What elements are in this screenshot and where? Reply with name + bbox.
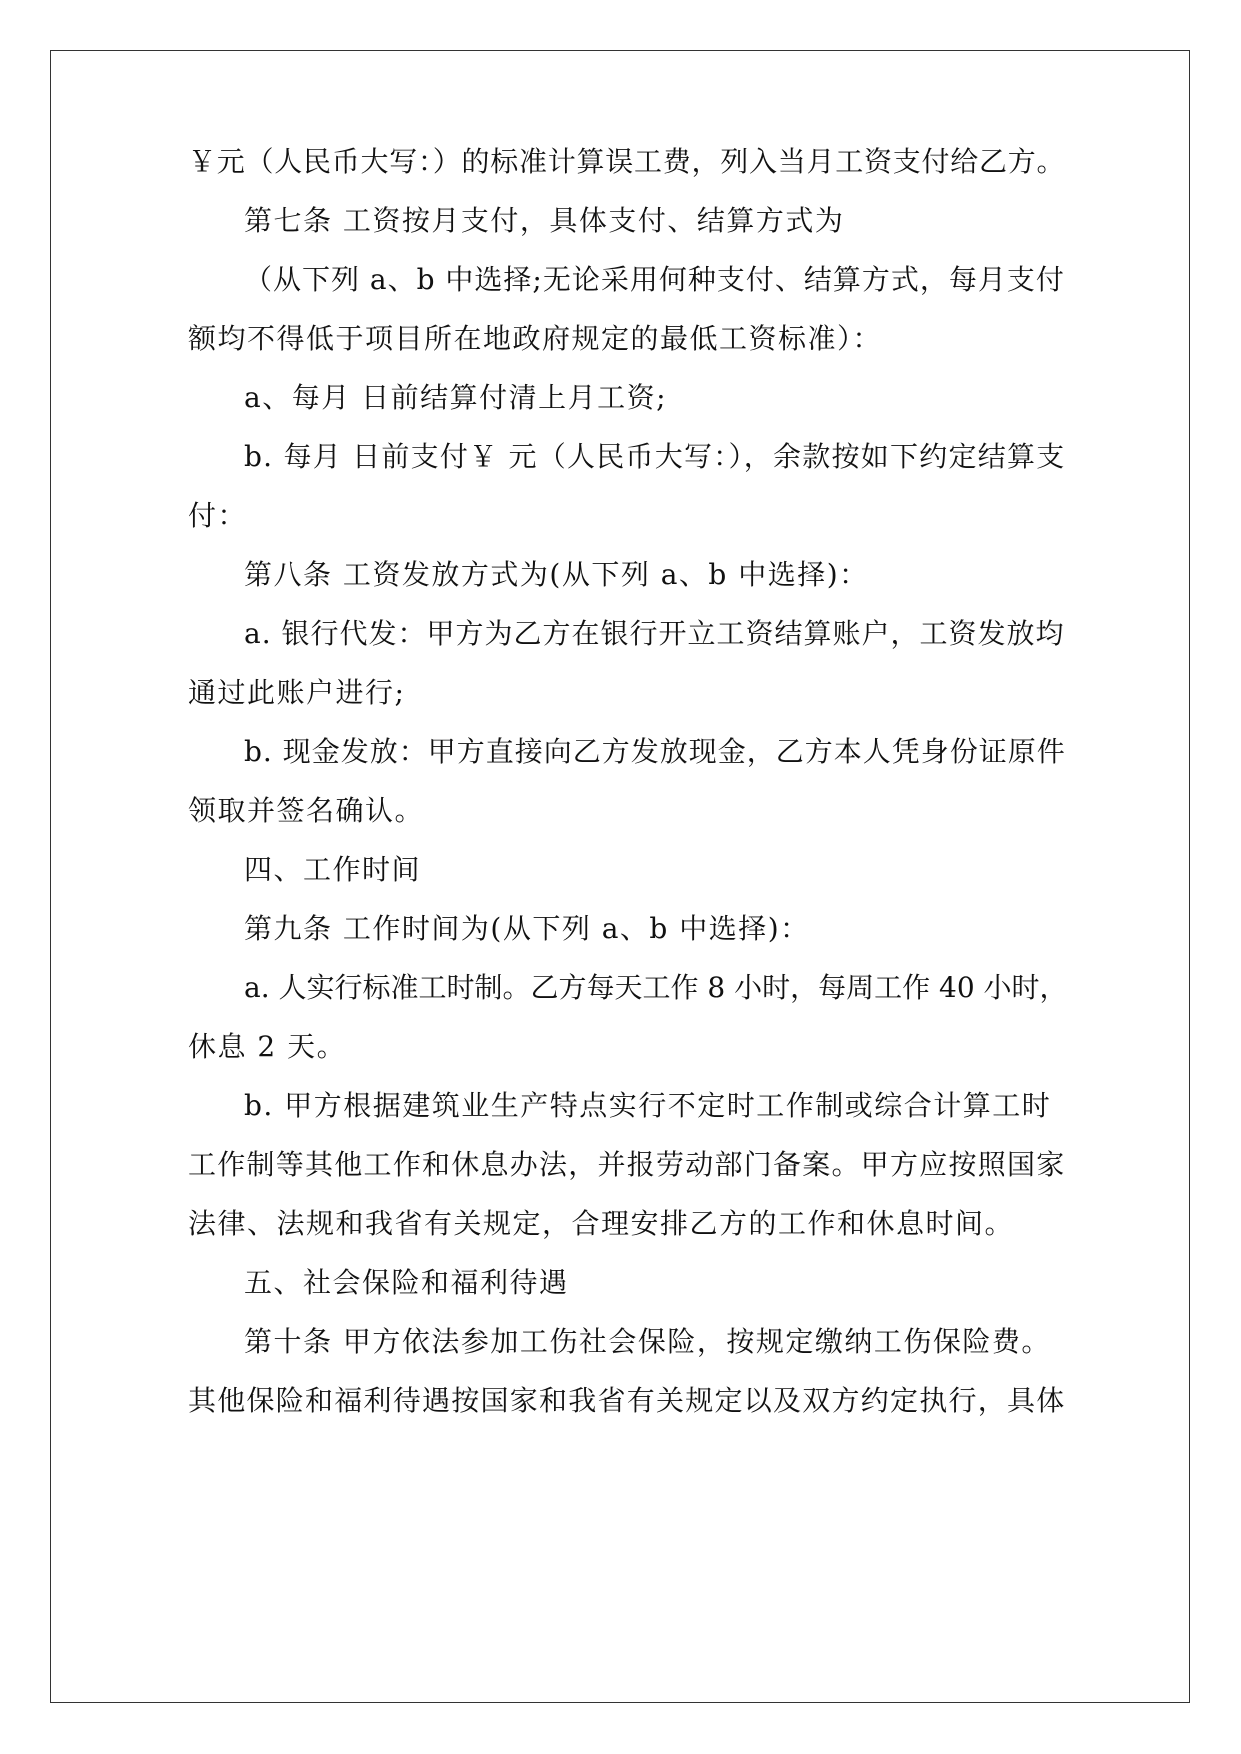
paragraph-line: b. 现金发放：甲方直接向乙方发放现金，乙方本人凭身份证原件 [244,735,1066,768]
paragraph-line: 付： [188,499,248,532]
paragraph-line: a、每月 日前结算付清上月工资; [244,381,668,414]
paragraph-line: ￥元（人民币大写：）的标准计算误工费，列入当月工资支付给乙方。 [188,145,1066,178]
paragraph-line: b. 甲方根据建筑业生产特点实行不定时工作制或综合计算工时 [244,1089,1052,1122]
paragraph-line: a. 人实行标准工时制。乙方每天工作 8 小时，每周工作 40 小时， [244,971,1068,1004]
section-4-heading: 四、工作时间 [244,853,422,886]
paragraph-line: 其他保险和福利待遇按国家和我省有关规定以及双方约定执行，具体 [188,1384,1066,1417]
article-8-heading: 第八条 工资发放方式为(从下列 a、b 中选择)： [244,558,869,591]
article-7-heading: 第七条 工资按月支付，具体支付、结算方式为 [244,204,845,237]
paragraph-line: b. 每月 日前支付￥ 元（人民币大写：），余款按如下约定结算支 [244,440,1066,473]
article-9-heading: 第九条 工作时间为(从下列 a、b 中选择)： [244,912,810,945]
paragraph-line: 额均不得低于项目所在地政府规定的最低工资标准）： [188,322,883,355]
paragraph-line: 通过此账户进行; [188,676,406,709]
paragraph-line: （从下列 a、b 中选择;无论采用何种支付、结算方式，每月支付 [244,263,1065,296]
paragraph-line: 工作制等其他工作和休息办法，并报劳动部门备案。甲方应按照国家 [188,1148,1066,1181]
paragraph-line: 法律、法规和我省有关规定，合理安排乙方的工作和休息时间。 [188,1207,1015,1240]
article-10-heading: 第十条 甲方依法参加工伤社会保险，按规定缴纳工伤保险费。 [244,1325,1051,1358]
paragraph-line: a. 银行代发：甲方为乙方在银行开立工资结算账户，工资发放均 [244,617,1065,650]
paragraph-line: 领取并签名确认。 [188,794,425,827]
paragraph-line: 休息 2 天。 [188,1030,347,1063]
section-5-heading: 五、社会保险和福利待遇 [244,1266,569,1299]
